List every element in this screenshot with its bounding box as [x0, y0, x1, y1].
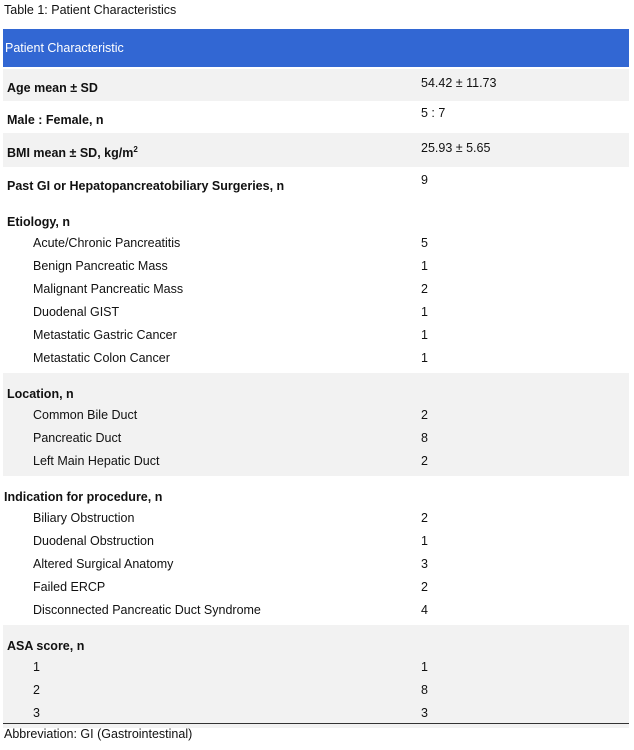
table-bottom-rule: [3, 723, 629, 724]
row-label: Metastatic Gastric Cancer: [33, 328, 177, 342]
table-header: Patient Characteristic: [3, 29, 629, 67]
table-row: [3, 256, 629, 279]
row-value: 1: [421, 351, 428, 365]
row-value: 4: [421, 603, 428, 617]
table-row: [3, 428, 629, 451]
patient-characteristics-table: [3, 29, 629, 728]
row-label: Duodenal Obstruction: [33, 534, 154, 548]
section-title-row: [3, 373, 629, 405]
row-value: 25.93 ± 5.65: [421, 141, 491, 155]
table-row: [3, 451, 629, 474]
table-row: [3, 577, 629, 600]
row-value: 5 : 7: [421, 106, 446, 120]
row-label: Failed ERCP: [33, 580, 106, 594]
row-value: 1: [421, 328, 428, 342]
row-value: 1: [421, 305, 428, 319]
table-row-age: [3, 69, 629, 101]
table-row: [3, 405, 629, 428]
table-row-sex: [3, 101, 629, 133]
section-block: [3, 201, 629, 373]
section-title: ASA score, n: [7, 639, 85, 653]
row-value: 8: [421, 431, 428, 445]
table-row-bmi: [3, 133, 629, 167]
row-value: 2: [421, 282, 428, 296]
row-label: Left Main Hepatic Duct: [33, 454, 160, 468]
table-caption: Table 1: Patient Characteristics: [4, 3, 177, 17]
section-title: Location, n: [7, 387, 74, 401]
row-label: Metastatic Colon Cancer: [33, 351, 170, 365]
table-row: [3, 600, 629, 623]
section-title-row: [3, 476, 629, 508]
row-value: 1: [421, 534, 428, 548]
row-label: BMI mean ± SD, $kg/m^2$: [7, 144, 138, 160]
row-label: Disconnected Pancreatic Duct Syndrome: [33, 603, 261, 617]
row-label: 1: [33, 660, 40, 674]
table-row: [3, 680, 629, 703]
row-label: Biliary Obstruction: [33, 511, 135, 525]
section-block: [3, 625, 629, 728]
row-label: Altered Surgical Anatomy: [33, 557, 174, 571]
row-value: 5: [421, 236, 428, 250]
row-value: 3: [421, 557, 428, 571]
section-block: [3, 373, 629, 476]
table-row: [3, 554, 629, 577]
row-label: Past GI or Hepatopancreatobiliary Surgeries, n: [7, 179, 285, 193]
row-value: 54.42 ± 11.73: [421, 76, 497, 90]
row-label: Malignant Pancreatic Mass: [33, 282, 184, 296]
row-label: Duodenal GIST: [33, 305, 120, 319]
section-title: Indication for procedure, n: [4, 490, 163, 504]
row-value: 3: [421, 706, 428, 720]
row-label: 2: [33, 683, 40, 697]
table-row: [3, 302, 629, 325]
section-block: [3, 476, 629, 625]
row-label: Common Bile Duct: [33, 408, 138, 422]
row-label: Benign Pancreatic Mass: [33, 259, 168, 273]
row-value: 2: [421, 580, 428, 594]
row-label: Pancreatic Duct: [33, 431, 122, 445]
table-row: [3, 508, 629, 531]
row-label: Acute/Chronic Pancreatitis: [33, 236, 181, 250]
row-value: 2: [421, 454, 428, 468]
table-row: [3, 348, 629, 371]
table-row: [3, 325, 629, 348]
table-row: [3, 657, 629, 680]
row-value: 2: [421, 408, 428, 422]
row-value: 8: [421, 683, 428, 697]
row-value: 1: [421, 259, 428, 273]
row-value: 9: [421, 173, 428, 187]
section-title: Etiology, n: [7, 215, 70, 229]
row-label: Male : Female, n: [7, 113, 104, 127]
table-row: [3, 531, 629, 554]
section-title-row: [3, 625, 629, 657]
table-row: [3, 279, 629, 302]
table-row: [3, 233, 629, 256]
table-footer: Abbreviation: GI (Gastrointestinal): [4, 727, 193, 741]
row-value: 1: [421, 660, 428, 674]
row-label: Age mean ± SD: [7, 81, 98, 95]
row-label: 3: [33, 706, 40, 720]
row-value: 2: [421, 511, 428, 525]
table-row-surgeries: [3, 167, 629, 201]
section-title-row: [3, 201, 629, 233]
